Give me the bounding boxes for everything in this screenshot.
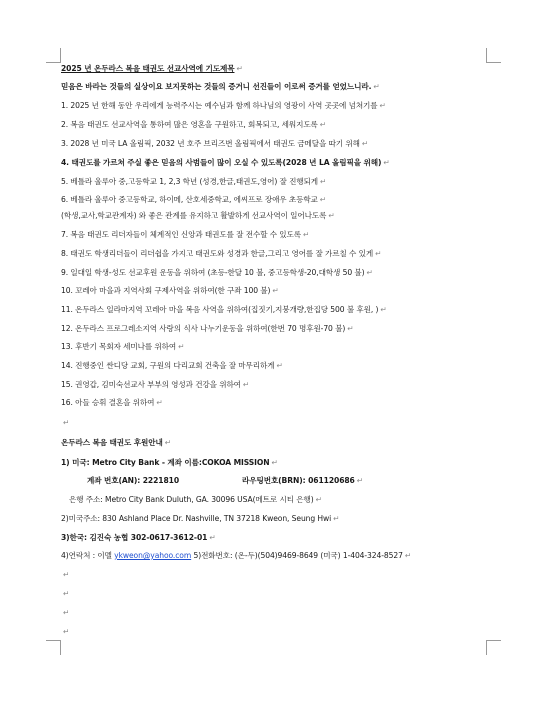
page-margin-corner-bottom-right (486, 640, 501, 655)
routing-number: 라우팅번호(BRN): 061120686 ↵ (242, 476, 364, 485)
empty-paragraph: ↵ (63, 608, 70, 617)
empty-paragraph: ↵ (63, 418, 70, 427)
page-margin-corner-top-right (486, 48, 501, 63)
prayer-intro: 믿음은 바라는 것들의 실상이요 보지못하는 것들의 증거니 선진들이 이로써 증거를 얻었느니라. ↵ (61, 82, 380, 91)
empty-paragraph: ↵ (63, 589, 70, 598)
account-number: 계좌 번호(AN): 2221810 (87, 476, 180, 485)
us-bank-info: 1) 미국: Metro City Bank - 계좌 이름:COKOA MISSION ↵ (61, 458, 278, 467)
prayer-item: 16. 아들 승휘 결혼을 위하여 ↵ (61, 398, 163, 407)
prayer-item: 7. 복음 태권도 리더자들이 체계적인 신앙과 태권도를 잘 전수할 수 있도록 ↵ (61, 230, 310, 239)
prayer-item: 5. 베틀라 울루아 중,고등학교 1, 2,3 학년 (성경,한글,태권도,영어) 잘 진행되게 ↵ (61, 177, 327, 186)
prayer-item: 9. 일대일 학생-성도 선교후원 운동을 위하여 (초등-한달 10 불, 중고등학생-20,대학생 50 불) ↵ (61, 268, 373, 277)
prayer-item: 8. 태권도 학생리더들이 리더쉽을 가지고 태권도와 성경과 한글,그리고 영어를 잘 가르칠 수 있게 ↵ (61, 249, 382, 258)
prayer-item: 4. 태권도를 가르쳐 주실 좋은 믿음의 사범들이 많이 오실 수 있도록(2028 년 LA 올림픽을 위해) ↵ (61, 158, 390, 167)
prayer-item: 2. 복음 태권도 선교사역을 통하여 많은 영혼을 구원하고, 회복되고, 세워지도록 ↵ (61, 120, 327, 129)
email-link[interactable]: ykweon@yahoo.com (114, 551, 192, 560)
prayer-item: 6. 베틀라 울루아 중고등학교, 하이메, 산호세중학교, 에씨프로 장애우 초등학교 ↵ (61, 195, 327, 204)
prayer-title: 2025 년 온두라스 복음 태권도 선교사역에 기도제목 ↵ (61, 64, 243, 73)
prayer-item-continuation: (학생,교사,학교관계자) 와 좋은 관계를 유지하고 활발하게 선교사역이 일어나도록 ↵ (61, 211, 335, 220)
prayer-item: 3. 2028 년 미국 LA 올림픽, 2032 년 호주 브리즈번 올림픽에서 태권도 금메달을 따기 위해 ↵ (61, 139, 369, 148)
prayer-item: 10. 꼬레아 마을과 지역사회 구제사역을 위하여(한 구좌 100 불) ↵ (61, 286, 279, 295)
prayer-item: 14. 진행중인 싼디당 교회, 구원의 다리교회 건축을 잘 마무리하게 ↵ (61, 361, 283, 370)
empty-paragraph: ↵ (63, 570, 70, 579)
empty-paragraph: ↵ (63, 627, 70, 636)
support-title: 온두라스 복음 태권도 후원안내 ↵ (61, 438, 171, 447)
paragraph-mark: ↵ (373, 82, 380, 91)
prayer-item: 12. 온두라스 프로그레소지역 사랑의 식사 나누기운동을 위하여(한번 70 명후원-70 불) ↵ (61, 324, 354, 333)
korea-bank-info: 3)한국: 김진숙 농협 302-0617-3612-01 ↵ (61, 533, 216, 542)
contact-info: 4)연락처 : 이멜 ykweon@yahoo.com 5)전화번호: (온-두)(504)9469-8649 (미국) 1-404-324-8527 ↵ (61, 551, 412, 560)
prayer-item: 1. 2025 년 한해 동안 우리에게 능력주시는 예수님과 함께 하나님의 영광이 사역 곳곳에 넘쳐기를 ↵ (61, 101, 386, 110)
prayer-item: 11. 온두라스 일라마지역 꼬레아 마을 복음 사역을 위하여(집짓기,지붕개량,한집당 500 불 후원, ) ↵ (61, 305, 387, 314)
page-margin-corner-bottom-left (46, 640, 61, 655)
bank-address: 은행 주소: Metro City Bank Duluth, GA. 30096 USA(메트로 시티 은행) ↵ (69, 495, 322, 504)
us-mailing-address: 2)미국주소: 830 Ashland Place Dr. Nashville, TN 37218 Kweon, Seung Hwi ↵ (61, 514, 340, 523)
page-margin-corner-top-left (46, 48, 61, 63)
prayer-item: 13. 후반기 목회자 세미나를 위하여 ↵ (61, 342, 185, 351)
paragraph-mark: ↵ (236, 64, 243, 73)
prayer-item: 15. 권영갑, 김미숙선교사 부부의 영성과 건강을 위하여 ↵ (61, 380, 250, 389)
